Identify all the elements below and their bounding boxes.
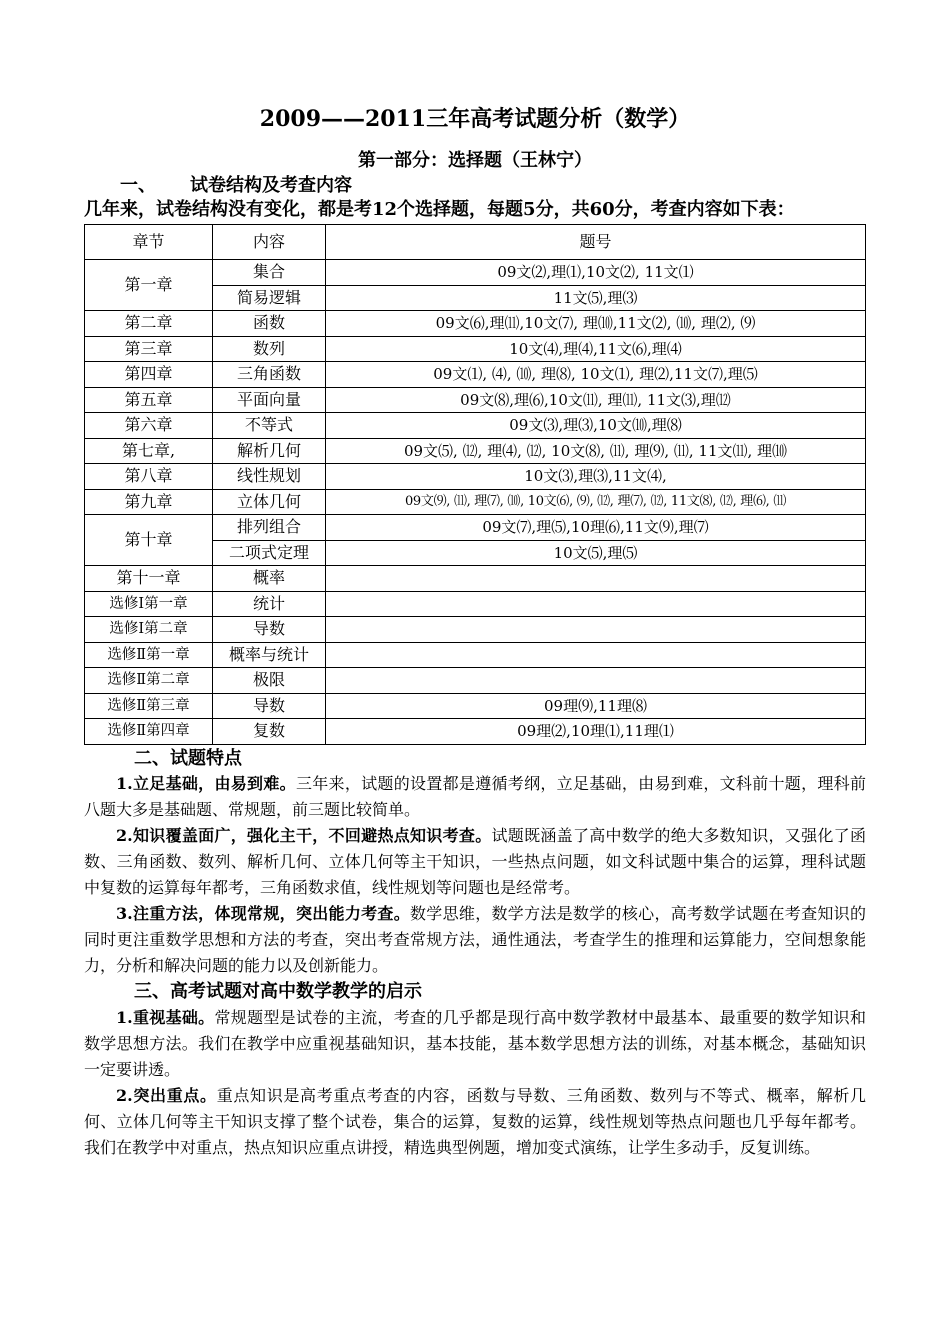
table-row [85, 642, 866, 668]
chapter-cell: 选修Ⅰ第一章 [85, 591, 213, 617]
question-cell: 10文⑷,理⑷,11文⑹,理⑷ [326, 336, 866, 362]
table-row [85, 668, 866, 694]
question-cell: 09文⑼, ⑾, 理⑺, ⑽, 10文⑹, ⑼, ⑿, 理⑺, ⑿, 11文⑻, ⑿, 理⑹, ⑾ [326, 489, 866, 515]
table-row [85, 515, 866, 541]
question-cell: 09文⑺,理⑸,10理⑹,11文⑼,理⑺ [326, 515, 866, 541]
question-cell [326, 591, 866, 617]
table-header: 题号 [326, 225, 866, 260]
question-cell: 09理⑼,11理⑻ [326, 693, 866, 719]
question-cell: 09文⑵,理⑴,10文⑵, 11文⑴ [326, 260, 866, 286]
chapter-cell: 第七章, [85, 438, 213, 464]
table-row [85, 617, 866, 643]
page-title: 2009——2011三年高考试题分析（数学） [259, 106, 691, 132]
paragraph-text: 数学思维，数学方法是数学的核心，高考数学试题在考查知识的同时更注重数学思想和方法的考查，突出考查常规方法，通性通法，考查学生的推理和运算能力，空间想象能力，分析和解决问题的能力以及创新能力。 [84, 903, 866, 975]
chapter-cell: 第十章 [85, 515, 213, 566]
chapter-cell: 第九章 [85, 489, 213, 515]
section-1-label: 试卷结构及考查内容 [190, 175, 352, 196]
chapter-cell: 第六章 [85, 413, 213, 439]
chapter-cell: 第二章 [85, 311, 213, 337]
chapter-cell: 选修Ⅱ第二章 [85, 668, 213, 694]
paragraph-text: 重点知识是高考重点考查的内容，函数与导数、三角函数、数列与不等式、概率，解析几何、立体几何等主干知识支撑了整个试卷，集合的运算，复数的运算，线性规划等热点问题也几乎每年都考。我们在教学中对重点，热点知识应重点讲授，精选典型例题，增加变式演练，让学生多动手，反复训练。 [84, 1085, 866, 1157]
content-cell: 概率 [213, 566, 326, 592]
content-cell: 排列组合 [213, 515, 326, 541]
chapter-cell: 第四章 [85, 362, 213, 388]
content-cell: 数列 [213, 336, 326, 362]
insight-paragraph [84, 1083, 866, 1161]
content-cell: 不等式 [213, 413, 326, 439]
paragraph-text: 三年来，试题的设置都是遵循考纲，立足基础，由易到难，文科前十题，理科前八题大多是基础题、常规题，前三题比较简单。 [84, 773, 866, 819]
chapter-cell: 选修Ⅱ第四章 [85, 719, 213, 745]
table-header: 内容 [213, 225, 326, 260]
paragraph-lead: 3.注重方法，体现常规，突出能力考查。 [116, 903, 411, 923]
chapter-cell: 选修Ⅰ第二章 [85, 617, 213, 643]
question-cell: 09文⑻,理⑹,10文⑾, 理⑾, 11文⑶,理⑿ [326, 387, 866, 413]
part-subtitle: 第一部分：选择题（王林宁） [358, 150, 592, 171]
question-cell: 11文⑸,理⑶ [326, 285, 866, 311]
content-cell: 复数 [213, 719, 326, 745]
table-row [85, 260, 866, 286]
table-row [85, 413, 866, 439]
question-cell [326, 566, 866, 592]
question-cell: 09文⑴, ⑷, ⑽, 理⑻, 10文⑴, 理⑵,11文⑺,理⑸ [326, 362, 866, 388]
table-row [85, 489, 866, 515]
question-cell: 10文⑸,理⑸ [326, 540, 866, 566]
paragraph-lead: 2.知识覆盖面广，强化主干，不回避热点知识考查。 [116, 825, 492, 845]
section-3-heading: 三、高考试题对高中数学教学的启示 [134, 980, 422, 1002]
question-cell: 09文⑶,理⑶,10文⑽,理⑻ [326, 413, 866, 439]
paragraph-text: 常规题型是试卷的主流，考查的几乎都是现行高中数学教材中最基本、最重要的数学知识和数学思想方法。我们在教学中应重视基础知识，基本技能，基本数学思想方法的训练，对基本概念，基础知识一定要讲透。 [84, 1007, 866, 1079]
table-row [85, 362, 866, 388]
section-2-heading: 二、试题特点 [134, 747, 242, 769]
section-1-heading [84, 174, 866, 198]
question-cell: 10文⑶,理⑶,11文⑷, [326, 464, 866, 490]
table-row [85, 311, 866, 337]
content-cell: 导数 [213, 617, 326, 643]
table-row [85, 566, 866, 592]
feature-paragraph [84, 901, 866, 979]
question-cell [326, 617, 866, 643]
paragraph-lead: 1.立足基础，由易到难。 [116, 773, 296, 793]
chapter-cell: 第一章 [85, 260, 213, 311]
table-header: 章节 [85, 225, 213, 260]
content-cell: 平面向量 [213, 387, 326, 413]
chapter-cell: 第八章 [85, 464, 213, 490]
table-row [85, 591, 866, 617]
chapter-cell: 第十一章 [85, 566, 213, 592]
paragraph-lead: 2.突出重点。 [116, 1085, 217, 1105]
content-cell: 立体几何 [213, 489, 326, 515]
content-cell: 简易逻辑 [213, 285, 326, 311]
content-cell: 三角函数 [213, 362, 326, 388]
chapter-cell: 选修Ⅱ第一章 [85, 642, 213, 668]
table-row [85, 438, 866, 464]
table-header-row [85, 225, 866, 260]
chapter-cell: 第五章 [85, 387, 213, 413]
content-cell: 函数 [213, 311, 326, 337]
document-page [84, 104, 866, 1161]
content-cell: 导数 [213, 693, 326, 719]
chapter-cell: 第三章 [85, 336, 213, 362]
section-1-number: 一、 [120, 175, 156, 196]
table-row [85, 387, 866, 413]
question-cell: 09文⑸, ⑿, 理⑷, ⑿, 10文⑻, ⑾, 理⑼, ⑾, 11文⑾, 理⑽ [326, 438, 866, 464]
chapter-cell: 选修Ⅱ第三章 [85, 693, 213, 719]
intro-text: 几年来，试卷结构没有变化，都是考12个选择题，每题5分，共60分，考查内容如下表： [84, 199, 795, 220]
content-cell: 二项式定理 [213, 540, 326, 566]
question-cell: 09文⑹,理⑾,10文⑺, 理⑽,11文⑵, ⑽, 理⑵, ⑼ [326, 311, 866, 337]
content-cell: 极限 [213, 668, 326, 694]
content-cell: 概率与统计 [213, 642, 326, 668]
content-table [84, 224, 866, 745]
question-cell [326, 642, 866, 668]
content-cell: 解析几何 [213, 438, 326, 464]
paragraph-text: 试题既涵盖了高中数学的绝大多数知识，又强化了函数、三角函数、数列、解析几何、立体几何等主干知识，一些热点问题，如文科试题中集合的运算，理科试题中复数的运算每年都考，三角函数求值，线性规划等问题也是经常考。 [84, 825, 866, 897]
feature-paragraph [84, 823, 866, 901]
table-row [85, 719, 866, 745]
insight-paragraph [84, 1005, 866, 1083]
content-cell: 统计 [213, 591, 326, 617]
question-cell: 09理⑵,10理⑴,11理⑴ [326, 719, 866, 745]
feature-paragraph [84, 771, 866, 823]
paragraph-lead: 1.重视基础。 [116, 1007, 215, 1027]
table-row [85, 336, 866, 362]
table-row [85, 693, 866, 719]
question-cell [326, 668, 866, 694]
content-cell: 集合 [213, 260, 326, 286]
table-row [85, 464, 866, 490]
content-cell: 线性规划 [213, 464, 326, 490]
